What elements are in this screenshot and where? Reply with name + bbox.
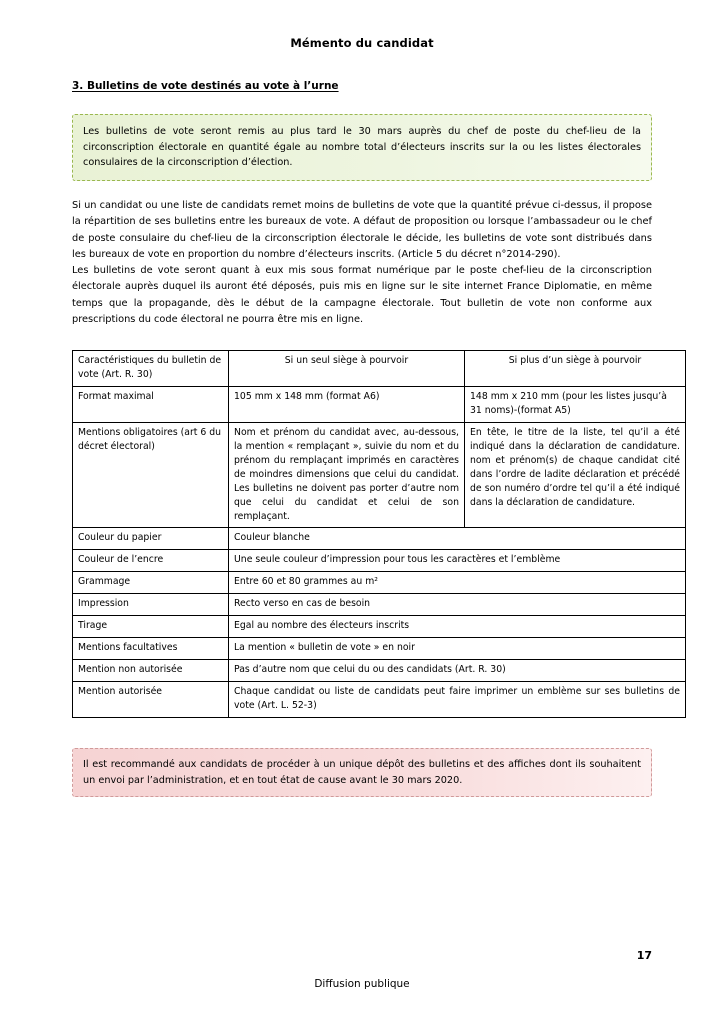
row-label: Couleur du papier (73, 528, 229, 550)
row-value-span: Chaque candidat ou liste de candidats peut faire imprimer un emblème sur ses bulletins de vote (Art. L. 52-3) (229, 682, 686, 718)
row-label: Format maximal (73, 387, 229, 423)
table-row (73, 616, 686, 638)
table-header-characteristics: Caractéristiques du bulletin de vote (Art. R. 30) (73, 351, 229, 387)
row-value-span: Couleur blanche (229, 528, 686, 550)
row-label: Impression (73, 594, 229, 616)
row-single-seat: 105 mm x 148 mm (format A6) (229, 387, 465, 423)
row-multi-seat: En tête, le titre de la liste, tel qu’il a été indiqué dans la déclaration de candidature. nom et prénom(s) de chaque candidat cité dans l’ordre de ladite déclaration et précédé de son numéro d’ordre tel qu’il a été indiqué dans la déclaration de candidature. (465, 422, 686, 528)
table-row (73, 638, 686, 660)
row-value-span: La mention « bulletin de vote » en noir (229, 638, 686, 660)
table-header-row (73, 351, 686, 387)
paragraph-1: Si un candidat ou une liste de candidats remet moins de bulletins de vote que la quantité prévue ci-dessus, il propose la répartition de ses bulletins entre les bureaux de vote. A défaut de proposition ou lorsque l’ambassadeur ou le chef de poste consulaire du chef-lieu de la circonscription électorale le décide, les bulletins de vote sont distribués dans les bureaux de vote en proportion du nombre d’électeurs inscrits. (Article 5 du décret n°2014-290). (72, 200, 652, 260)
row-label: Mention non autorisée (73, 660, 229, 682)
table-row (73, 550, 686, 572)
row-label: Mentions facultatives (73, 638, 229, 660)
table-row (73, 528, 686, 550)
section-heading: 3. Bulletins de vote destinés au vote à l’urne (72, 80, 339, 92)
row-label: Mentions obligatoires (art 6 du décret électoral) (73, 422, 229, 528)
row-label: Couleur de l’encre (73, 550, 229, 572)
red-callout-text: Il est recommandé aux candidats de procéder à un unique dépôt des bulletins et des affiches dont ils souhaitent un envoi par l’administration, et en tout état de cause avant le 30 mars 2020. (83, 758, 641, 786)
footer-note: Diffusion publique (314, 978, 410, 990)
row-value-span: Une seule couleur d’impression pour tous les caractères et l’emblème (229, 550, 686, 572)
table-row (73, 387, 686, 423)
red-callout-box (72, 748, 652, 797)
row-value-span: Pas d’autre nom que celui du ou des candidats (Art. R. 30) (229, 660, 686, 682)
paragraph-2: Les bulletins de vote seront quant à eux mis sous format numérique par le poste chef-lieu de la circonscription électorale auprès duquel ils auront été déposés, puis mis en ligne sur le site internet France Diplomatie, en même temps que la propagande, dès le début de la campagne électorale. Tout bulletin de vote non conforme aux prescriptions du code électoral ne pourra être mis en ligne. (72, 265, 652, 325)
table-header-multi-seat: Si plus d’un siège à pourvoir (465, 351, 686, 387)
row-single-seat: Nom et prénom du candidat avec, au-dessous, la mention « remplaçant », suivie du nom et du prénom du remplaçant imprimés en caractères de moindres dimensions que celui du candidat. Les bulletins ne doivent pas porter d’autre nom que celui du candidat et celui de son remplaçant. (229, 422, 465, 528)
row-label: Mention autorisée (73, 682, 229, 718)
green-callout-box (72, 114, 652, 181)
table-row (73, 422, 686, 528)
page-header-title: Mémento du candidat (290, 36, 434, 50)
table-row (73, 660, 686, 682)
table-row (73, 594, 686, 616)
body-paragraphs (72, 198, 652, 328)
row-label: Tirage (73, 616, 229, 638)
table-row (73, 572, 686, 594)
table-row (73, 682, 686, 718)
row-multi-seat: 148 mm x 210 mm (pour les listes jusqu’à 31 noms)-(format A5) (465, 387, 686, 423)
row-value-span: Recto verso en cas de besoin (229, 594, 686, 616)
ballot-characteristics-table (72, 350, 686, 718)
green-callout-text: Les bulletins de vote seront remis au plus tard le 30 mars auprès du chef de poste du chef-lieu de la circonscription électorale en quantité égale au nombre total d’électeurs inscrits sur la ou les listes électorales consulaires de la circonscription d’élection. (83, 126, 641, 169)
row-value-span: Entre 60 et 80 grammes au m² (229, 572, 686, 594)
page-number: 17 (636, 949, 652, 962)
row-value-span: Egal au nombre des électeurs inscrits (229, 616, 686, 638)
table-header-single-seat: Si un seul siège à pourvoir (229, 351, 465, 387)
row-label: Grammage (73, 572, 229, 594)
